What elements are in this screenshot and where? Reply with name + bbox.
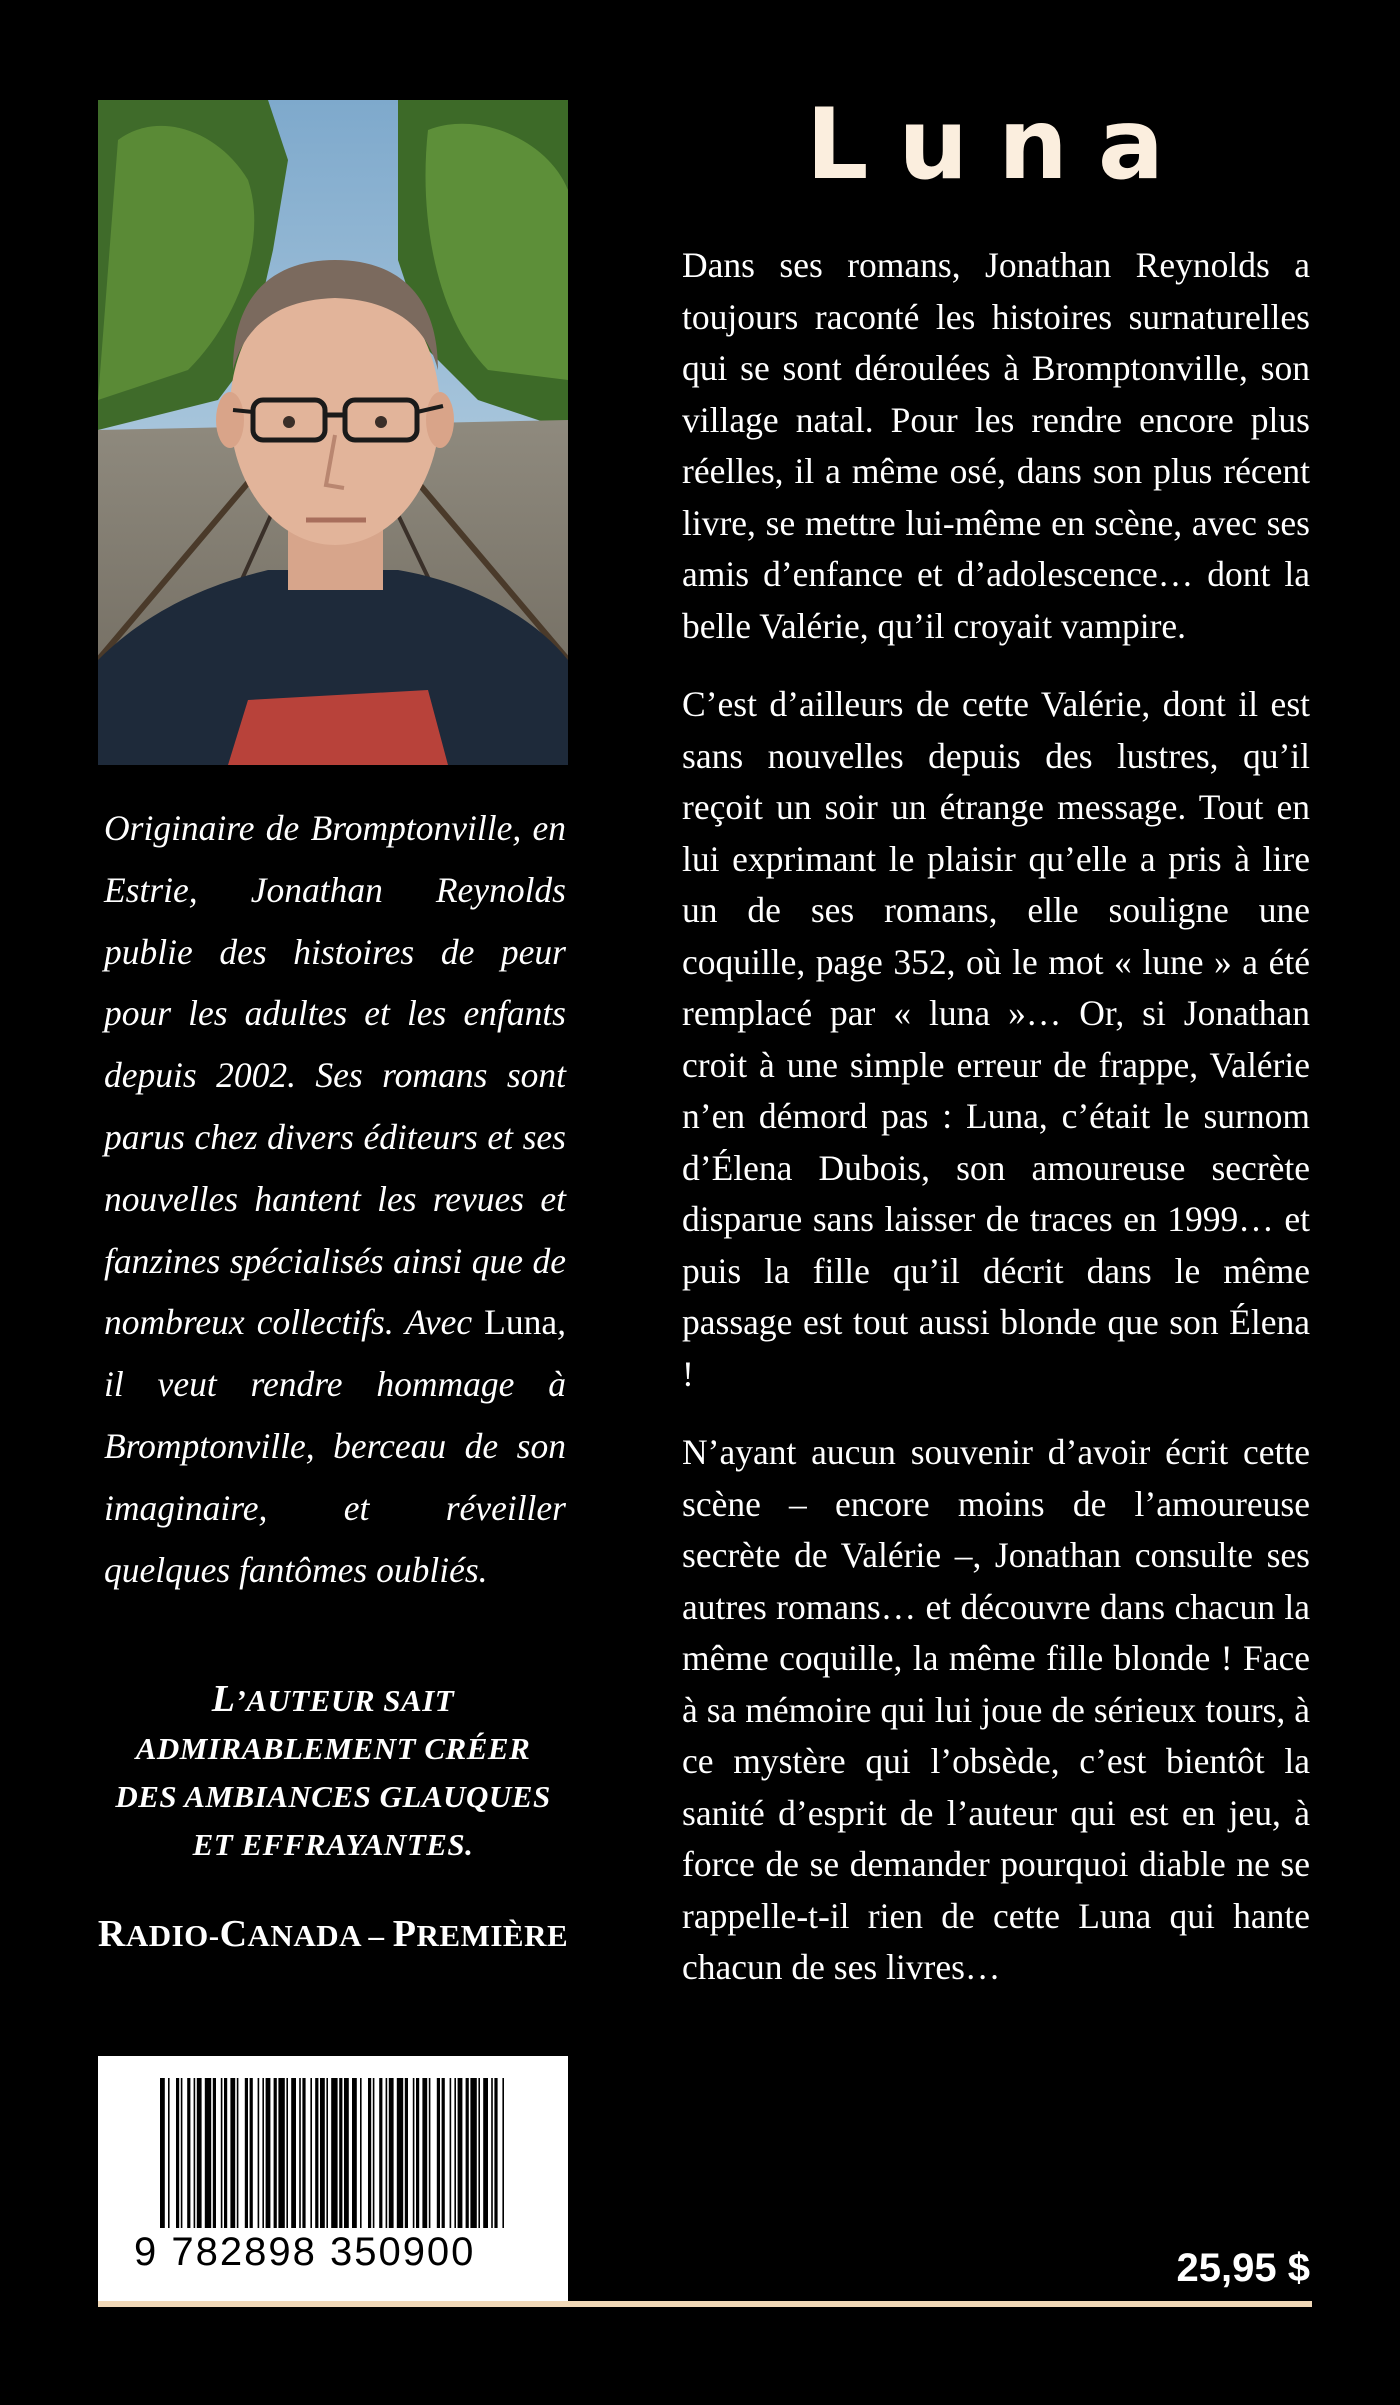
press-quote-initial: L — [211, 1678, 236, 1720]
barcode-bar — [373, 2078, 375, 2228]
barcode-bar — [266, 2078, 271, 2228]
barcode-bar — [278, 2078, 284, 2228]
barcode-bar — [360, 2078, 362, 2228]
barcode-bar — [389, 2078, 394, 2228]
source-p-initial: P — [392, 1913, 417, 1955]
barcode-bar — [437, 2078, 440, 2228]
barcode-bar — [494, 2078, 497, 2228]
author-photo — [98, 100, 568, 765]
barcode-bar — [422, 2078, 427, 2228]
press-quote-line-1: ’AUTEUR SAIT — [235, 1683, 455, 1718]
barcode-bar — [245, 2078, 248, 2228]
barcode-bar — [454, 2078, 456, 2228]
barcode-bar — [502, 2078, 504, 2228]
barcode-bar — [379, 2078, 382, 2228]
barcode-bar — [483, 2078, 488, 2228]
author-bio-book-title: Luna — [484, 1302, 558, 1343]
source-c-rest: ANADA — [247, 1918, 361, 1953]
press-quote-line-2: ADMIRABLEMENT CRÉER — [135, 1731, 531, 1766]
barcode-bar — [176, 2078, 179, 2228]
barcode-bar — [478, 2078, 480, 2228]
isbn-number: 9 782898 350900 — [134, 2230, 476, 2274]
press-quote — [80, 1675, 586, 1869]
barcode-bar — [213, 2078, 216, 2228]
barcode-bar — [429, 2078, 431, 2228]
book-summary — [682, 240, 1310, 2021]
isbn-barcode — [98, 2056, 568, 2301]
barcode-bar — [386, 2078, 388, 2228]
summary-paragraph-3: N’ayant aucun souvenir d’avoir écrit cette scène – encore moins de l’amoureuse secrète de Valérie –, Jonathan consulte ses autres romans… et découvre dans chacun la même coquille, la même fille blonde ! Face à sa mémoire qui lui joue de sérieux tours, à ce mystère qui l’obsède, c’est bientôt la sanité d’esprit de l’auteur qui est en jeu, à force de se demander pourquoi diable ne se rappelle-t-il rien de cette Luna qui hante chacun de ses livres… — [682, 1432, 1310, 1987]
barcode-bar — [397, 2078, 403, 2228]
barcode-bar — [352, 2078, 357, 2228]
barcode-bar — [299, 2078, 301, 2228]
summary-paragraph-2: C’est d’ailleurs de cette Valérie, dont il est sans nouvelles depuis des lustres, qu’il reçoit un soir un étrange message. Tout en lui exprimant le plaisir qu’elle a pris à lire un de ses romans, elle souligne une coquille, page 352, où le mot « lune » a été remplacé par « luna »… Or, si Jonathan croit à une simple erreur de frappe, Valérie n’en démord pas : Luna, c’était le surnom d’Élena Dubois, son amoureuse secrète disparue sans laisser de traces en 1999… et puis la fille qu’il décrit dans le même passage est tout aussi blonde que son Élena ! — [682, 684, 1310, 1394]
author-bio-text-end: , il veut rendre hommage à Bromptonville, berceau de son imaginaire, et réveiller quelques fantômes oubliés. — [104, 1302, 566, 1590]
barcode-bar — [416, 2078, 419, 2228]
barcode-bar — [250, 2078, 253, 2228]
barcode-bar — [368, 2078, 371, 2228]
barcode-bar — [458, 2078, 463, 2228]
barcode-bar — [326, 2078, 328, 2228]
barcode-bar — [197, 2078, 202, 2228]
barcode-bar — [262, 2078, 264, 2228]
press-quote-line — [80, 1675, 586, 1725]
barcode-bar — [310, 2078, 312, 2228]
barcode-bar — [181, 2078, 183, 2228]
barcode-bar — [160, 2078, 165, 2228]
source-r-initial: R — [97, 1913, 126, 1955]
barcode-bar — [450, 2078, 452, 2228]
author-bio-text: Originaire de Bromptonville, en Estrie, Jonathan Reynolds publie des histoires de peur pour les adultes et les enfants depuis 2002. Ses romans sont parus chez divers éditeurs et ses nouvelles hantent les revues et fanzines spécialisés ainsi que de nombreux collectifs. Avec — [104, 808, 566, 1343]
barcode-bar — [221, 2078, 223, 2228]
summary-paragraph-1: Dans ses romans, Jonathan Reynolds a toujours raconté les histoires surnaturelles qui se sont déroulées à Bromptonville, son village natal. Pour les rendre encore plus réelles, il a même osé, dans son plus récent livre, se mettre lui-même en scène, avec ses amis d’enfance et d’adolescence… dont la belle Valérie, qu’il croyait vampire. — [682, 245, 1310, 646]
source-c-initial: C — [219, 1913, 248, 1955]
barcode-bar — [291, 2078, 296, 2228]
author-bio — [104, 798, 566, 1601]
bottom-rule — [98, 2301, 1312, 2307]
barcode-bar — [339, 2078, 342, 2228]
barcode-bar — [344, 2078, 349, 2228]
quote-source — [80, 1912, 586, 1956]
source-dash: – — [360, 1918, 393, 1953]
barcode-bar — [194, 2078, 196, 2228]
barcode-bar — [302, 2078, 305, 2228]
barcode-bar — [168, 2078, 170, 2228]
press-quote-line-4: ET EFFRAYANTES. — [192, 1827, 474, 1862]
barcode-bar — [187, 2078, 190, 2228]
barcode-bar — [491, 2078, 493, 2228]
barcode-bar — [205, 2078, 211, 2228]
price: 25,95 $ — [1176, 2246, 1310, 2290]
barcode-bar — [230, 2078, 235, 2228]
barcode-bar — [413, 2078, 415, 2228]
barcode-bar — [224, 2078, 227, 2228]
author-photo-illustration — [98, 100, 568, 765]
barcode-bar — [258, 2078, 260, 2228]
barcode-bar — [237, 2078, 239, 2228]
book-title: Luna — [805, 88, 1195, 202]
barcode-bar — [466, 2078, 469, 2228]
press-quote-line-3: DES AMBIANCES GLAUQUES — [115, 1779, 551, 1814]
barcode-bar — [274, 2078, 277, 2228]
barcode-bar — [470, 2078, 476, 2228]
barcode-bar — [320, 2078, 325, 2228]
barcode-bar — [286, 2078, 288, 2228]
source-p-rest: REMIÈRE — [416, 1918, 569, 1953]
source-r-rest: ADIO- — [125, 1918, 220, 1953]
barcode-bar — [442, 2078, 445, 2228]
barcode-bar — [315, 2078, 318, 2228]
barcode-bar — [331, 2078, 337, 2228]
barcode-bars — [158, 2078, 508, 2228]
barcode-bar — [405, 2078, 408, 2228]
